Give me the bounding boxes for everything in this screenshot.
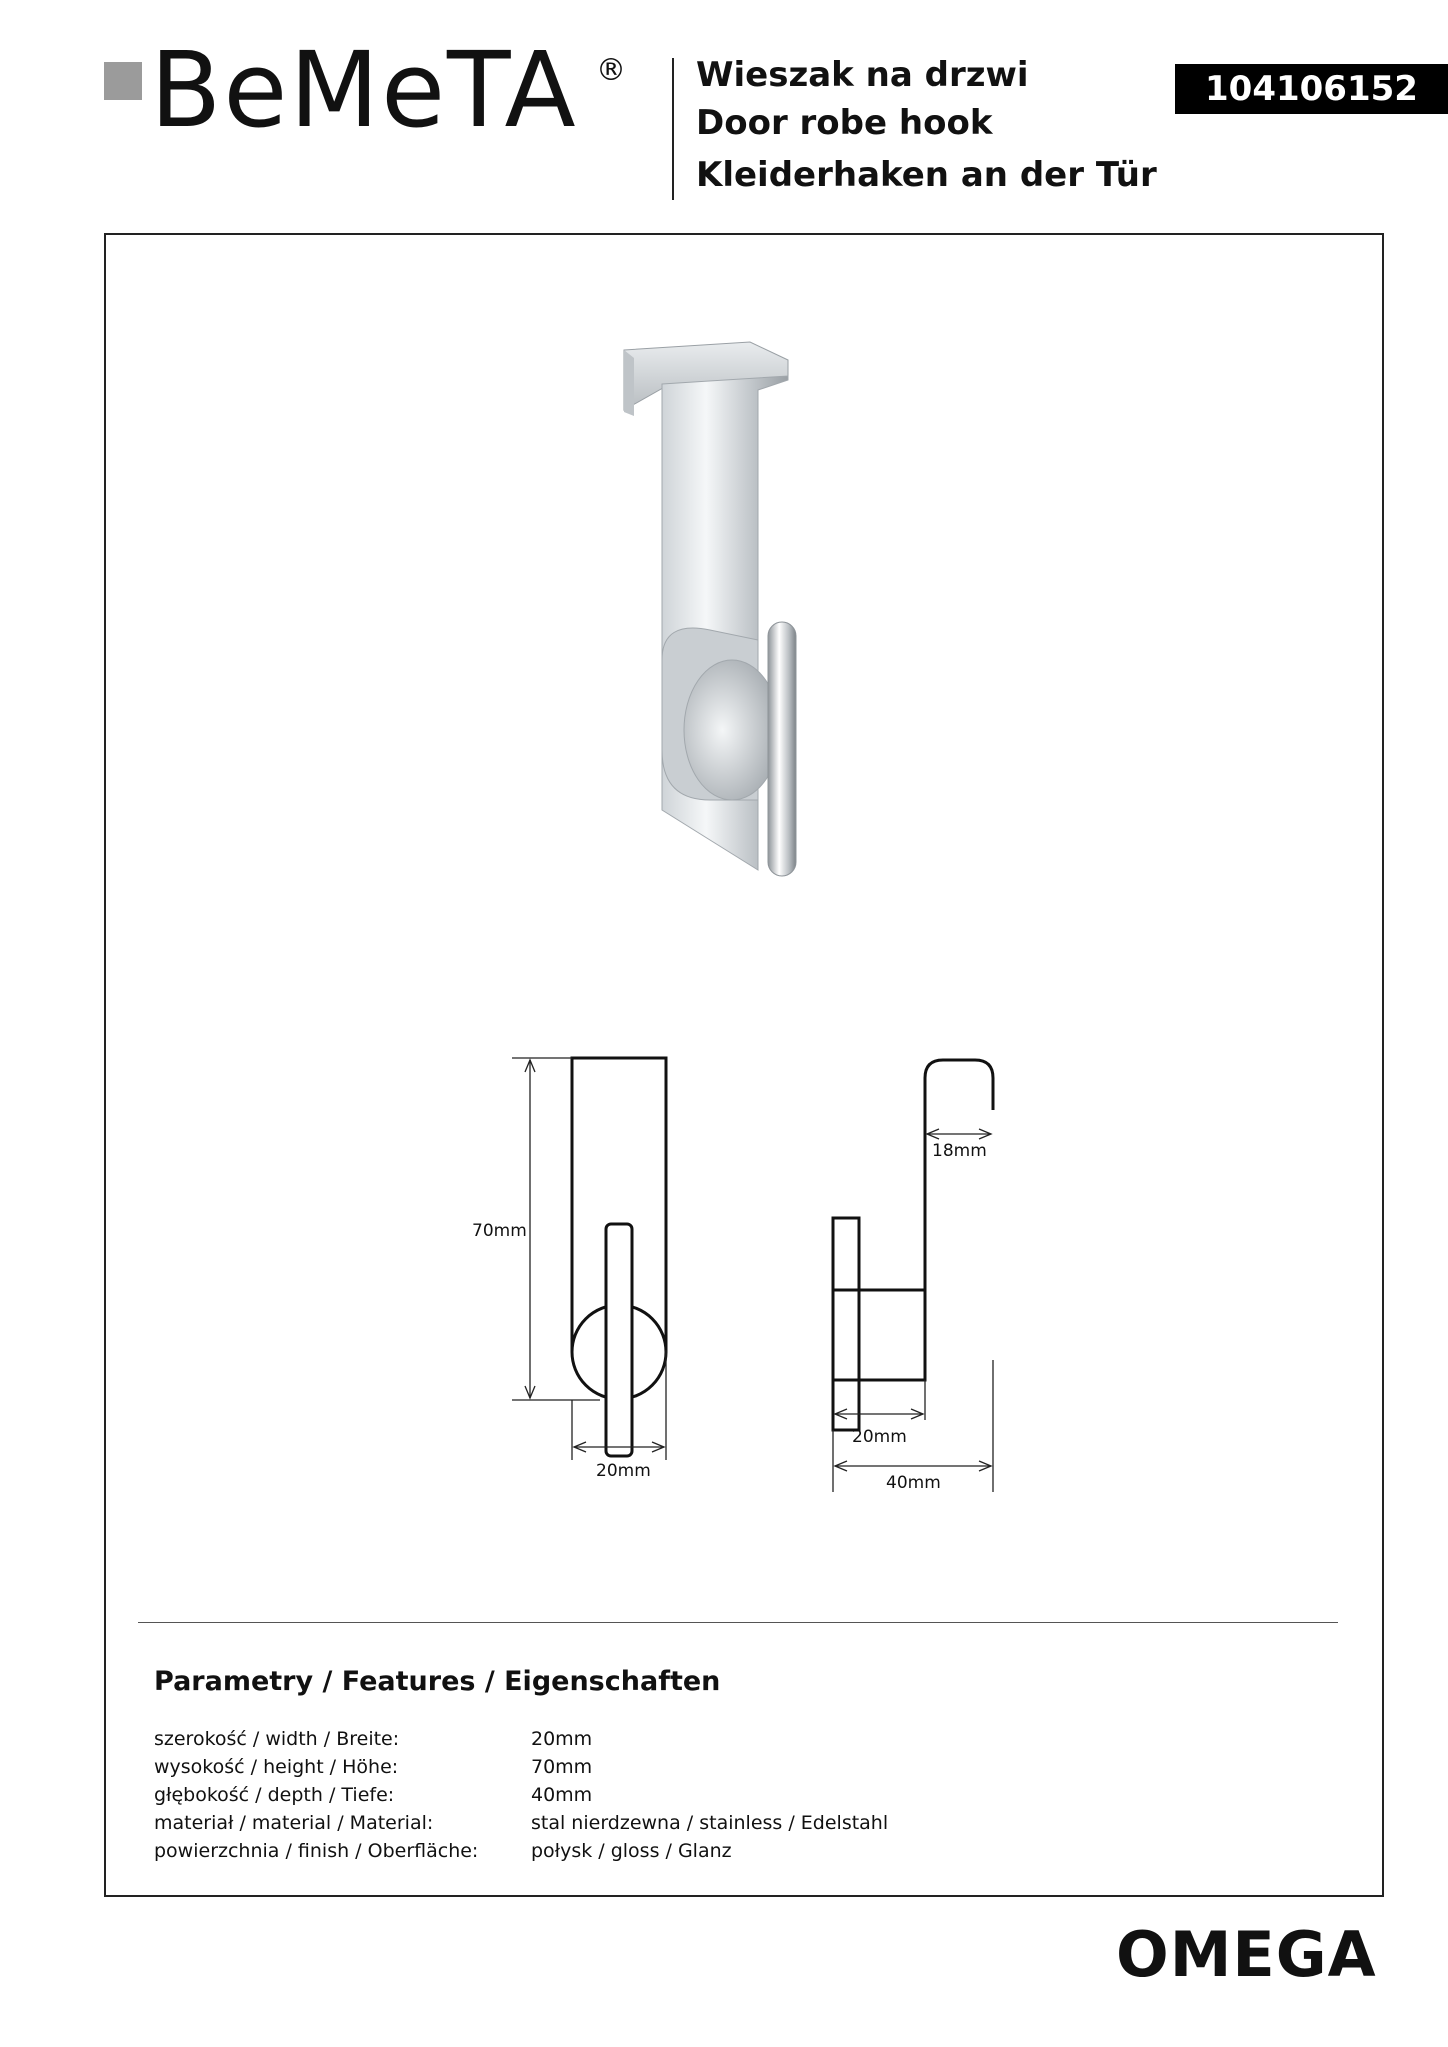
title-english: Door robe hook	[696, 103, 993, 143]
dim-side-base: 20mm	[852, 1427, 907, 1447]
spec-label-width: szerokość / width / Breite:	[154, 1728, 400, 1750]
spec-value-width: 20mm	[531, 1728, 593, 1750]
header-divider	[672, 58, 674, 200]
spec-value-material: stal nierdzewna / stainless / Edelstahl	[531, 1812, 889, 1834]
dim-front-width: 20mm	[596, 1461, 651, 1481]
spec-value-height: 70mm	[531, 1756, 593, 1778]
spec-label-finish: powierzchnia / finish / Oberfläche:	[154, 1840, 479, 1862]
dim-front-height: 70mm	[472, 1221, 527, 1241]
side-view-rod	[833, 1218, 859, 1430]
dim-side-hook-gap: 18mm	[932, 1141, 987, 1161]
technical-drawing	[440, 1030, 1060, 1510]
content-divider	[138, 1622, 1338, 1623]
logo-square	[104, 62, 142, 100]
dim-side-depth: 40mm	[886, 1473, 941, 1493]
side-view-hook	[925, 1060, 993, 1380]
series-name: OMEGA	[1116, 1918, 1377, 1991]
spec-label-material: materiał / material / Material:	[154, 1812, 434, 1834]
product-code: 104106152	[1175, 64, 1448, 114]
title-german: Kleiderhaken an der Tür	[696, 155, 1157, 195]
brand-logo: BeMeTA	[150, 29, 578, 151]
spec-label-depth: głębokość / depth / Tiefe:	[154, 1784, 395, 1806]
side-view-base	[833, 1290, 925, 1380]
title-polish: Wieszak na drzwi	[696, 55, 1029, 95]
spec-value-finish: połysk / gloss / Glanz	[531, 1840, 732, 1862]
spec-label-height: wysokość / height / Höhe:	[154, 1756, 399, 1778]
registered-mark: ®	[596, 53, 626, 88]
product-photo	[600, 330, 860, 890]
spec-value-depth: 40mm	[531, 1784, 593, 1806]
features-heading: Parametry / Features / Eigenschaften	[154, 1666, 721, 1697]
front-view-rod	[606, 1224, 632, 1456]
